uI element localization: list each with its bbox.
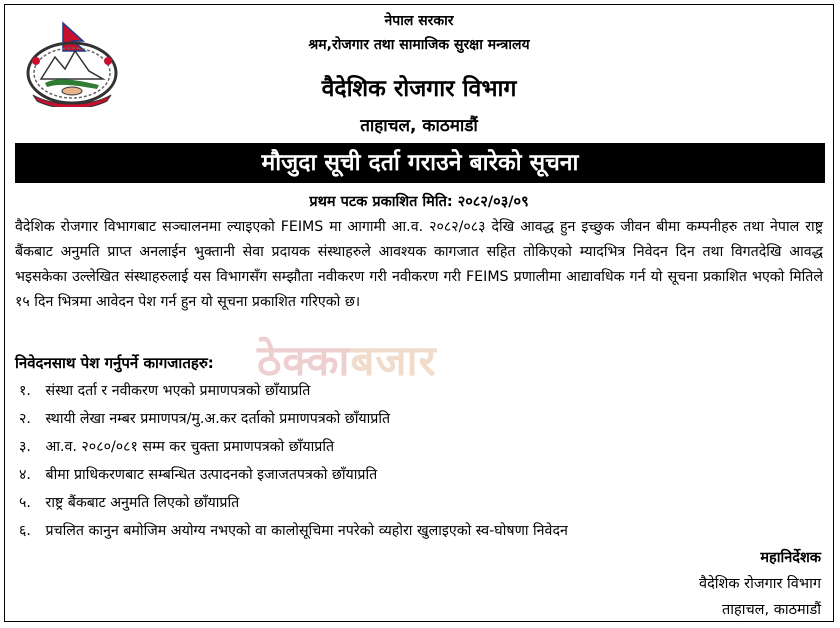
list-item-text: आ.व. २०८०/०८१ सम्म कर चुक्ता प्रमाणपत्रको छाँयाप्रति bbox=[45, 439, 335, 455]
list-item-text: स्थायी लेखा नम्बर प्रमाणपत्र/मु.अ.कर दर्ताको प्रमाणपत्रको छाँयाप्रति bbox=[45, 411, 391, 427]
department-location: ताहाचल, काठमाडौं bbox=[360, 116, 478, 136]
notice-body: वैदेशिक रोजगार विभागबाट सञ्चालनमा ल्याइएको FEIMS मा आगामी आ.व. २०८२/०८३ देखि आवद्ध हुन इच्छुक जीवन बीमा कम्पनीहरु तथा नेपाल राष्ट्र बैंकबाट अनुमति प्राप्त अनलाईन भुक्तानी सेवा प्रदायक संस्थाहरुले आवश्यक कागजात सहित तोकिएको म्यादभित्र निवेदन दिन तथा विगतदेखि आवद्ध भइसकेका उल्लेखित संस्थाहरुलाई यस विभागसँग सम्झौता नवीकरण गरी नवीकरण गरी FEIMS प्रणालीमा आद्यावधिक गर्न यो सूचना प्रकाशित भएको मितिले १५ दिन भित्रमा आवेदन पेश गर्न हुन यो सूचना प्रकाशित गरिएको छ। bbox=[15, 219, 823, 310]
list-item-text: राष्ट्र बैंकबाट अनुमति लिएको छाँयाप्रति bbox=[45, 495, 240, 511]
published-date: प्रथम पटक प्रकाशित मिति: २०८२/०३/०९ bbox=[309, 194, 529, 210]
list-item-number: ५. bbox=[19, 495, 31, 511]
department-name: वैदेशिक रोजगार विभाग bbox=[321, 76, 517, 102]
list-item-text: बीमा प्राधिकरणबाट सम्बन्धित उत्पादनको इजाजतपत्रको छाँयाप्रति bbox=[45, 467, 378, 483]
list-item-text: संस्था दर्ता र नवीकरण भएको प्रमाणपत्रको छाँयाप्रति bbox=[45, 383, 311, 399]
watermark-part-1: ठेक्का bbox=[257, 336, 351, 385]
list-item-number: ३. bbox=[19, 439, 31, 455]
list-item-number: २. bbox=[19, 411, 31, 427]
government-name: नेपाल सरकार bbox=[384, 13, 454, 29]
signatory-location: ताहाचल, काठमाडौं bbox=[722, 602, 821, 618]
list-item bbox=[19, 377, 568, 405]
notice-title: मौजुदा सूची दर्ता गराउने बारेको सूचना bbox=[15, 143, 825, 183]
signatory-department: वैदेशिक रोजगार विभाग bbox=[699, 576, 821, 592]
list-item bbox=[19, 461, 568, 489]
list-item-text: प्रचलित कानुन बमोजिम अयोग्य नभएको वा कालोसूचिमा नपरेको व्यहोरा खुलाइएको स्व-घोषणा निवेदन bbox=[45, 523, 568, 539]
signatory-designation: महानिर्देशक bbox=[760, 550, 821, 566]
list-item bbox=[19, 489, 568, 517]
ministry-name: श्रम,रोजगार तथा सामाजिक सुरक्षा मन्त्रालय bbox=[308, 37, 530, 53]
watermark-part-2: बजार bbox=[350, 336, 437, 385]
list-item-number: ४. bbox=[19, 467, 31, 483]
list-item-number: ६. bbox=[19, 523, 31, 539]
documents-list bbox=[19, 377, 568, 545]
notice-page bbox=[4, 4, 834, 622]
list-item bbox=[19, 405, 568, 433]
documents-heading: निवेदनसाथ पेश गर्नुपर्ने कागजातहरु: bbox=[15, 354, 214, 372]
list-item-number: १. bbox=[19, 383, 31, 399]
list-item bbox=[19, 517, 568, 545]
list-item bbox=[19, 433, 568, 461]
